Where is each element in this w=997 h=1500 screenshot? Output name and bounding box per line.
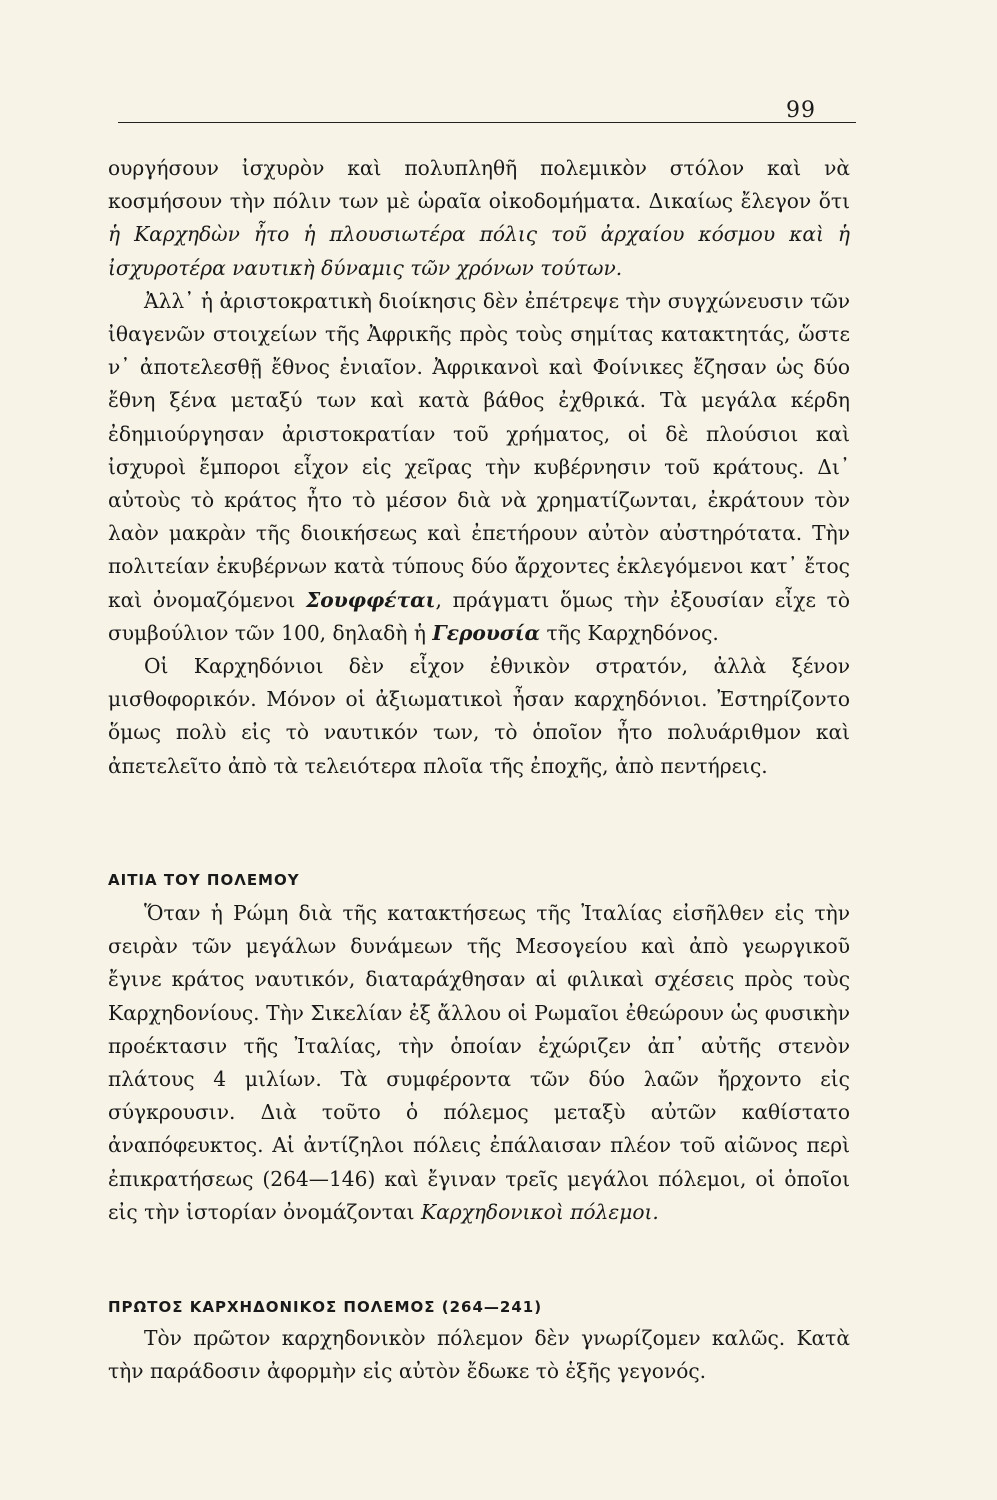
text-run: , πράγματι ὅμως τὴν ἐξουσίαν εἶχε τὸ συμβούλιον τῶν 100, δηλαδὴ ἡ: [108, 587, 850, 645]
paragraph-2: [108, 285, 850, 650]
paragraph-5: [108, 1322, 850, 1388]
italic-text: Καρχηδονικοὶ πόλεμοι.: [421, 1199, 659, 1224]
paragraph-3: [108, 650, 850, 783]
section-heading-causes: ΑΙΤΙΑ ΤΟΥ ΠΟΛΕΜΟΥ: [108, 871, 300, 889]
text-run: Ἀλλ᾿ ἡ ἀριστοκρατικὴ διοίκησις δὲν ἐπέτρεψε τὴν συγχώνευσιν τῶν ἰθαγενῶν στοιχείων τῆς Ἀφρικῆς πρὸς τοὺς σημίτας κατακτητάς, ὥστε ν᾿ ἀποτελεσθῇ ἔθνος ἑνιαῖον. Ἀφρικανοὶ καὶ Φοίνικες ἔζησαν ὡς δύο ἔθνη ξένα μεταξύ των καὶ κατὰ βάθος ἐχθρικά. Τὰ μεγάλα κέρδη ἐδημιούργησαν ἀριστοκρατίαν τοῦ χρήματος, οἱ δὲ πλούσιοι καὶ ἰσχυροὶ ἔμποροι εἶχον εἰς χεῖρας τὴν κυβέρνησιν τοῦ κράτους. Δι᾿ αὐτοὺς τὸ κράτος ἦτο τὸ μέσον διὰ νὰ χρηματίζωνται, ἐκράτουν τὸν λαὸν μακρὰν τῆς διοικήσεως καὶ ἐπετήρουν αὐτὸν αὐστηρότατα. Τὴν πολιτείαν ἐκυβέρνων κατὰ τύπους δύο ἄρχοντες ἐκλεγόμενοι κατ᾿ ἔτος καὶ ὀνομαζόμενοι: [108, 288, 850, 612]
text-block-top: [108, 152, 850, 783]
section-heading-first-punic-war: ΠΡΩΤΟΣ ΚΑΡΧΗΔΟΝΙΚΟΣ ΠΟΛΕΜΟΣ (264—241): [108, 1298, 543, 1316]
header-rule: [118, 122, 856, 123]
text-run: τῆς Καρχηδόνος.: [540, 620, 719, 645]
text-block-bottom: [108, 1322, 850, 1388]
text-run: Τὸν πρῶτον καρχηδονικὸν πόλεμον δὲν γνωρίζομεν καλῶς. Κατὰ τὴν παράδοσιν ἀφορμὴν εἰς αὐτὸν ἔδωκε τὸ ἑξῆς γεγονός.: [108, 1326, 850, 1384]
term-emphasis: Γερουσία: [432, 620, 541, 645]
paragraph-1: [108, 152, 850, 285]
text-run: Οἱ Καρχηδόνιοι δὲν εἶχον ἐθνικὸν στρατόν, ἀλλὰ ξένον μισθοφορικόν. Μόνον οἱ ἀξιωματικοὶ ἦσαν καρχηδόνιοι. Ἐστηρίζοντο ὅμως πολὺ εἰς τὸ ναυτικόν των, τὸ ὁποῖον ἦτο πολυάριθμον καὶ ἀπετελεῖτο ἀπὸ τὰ τελειότερα πλοῖα τῆς ἐποχῆς, ἀπὸ πεντήρεις.: [108, 654, 850, 778]
page-number: 99: [786, 98, 816, 123]
text-run: ουργήσουν ἰσχυρὸν καὶ πολυπληθῆ πολεμικὸν στόλον καὶ νὰ κοσμήσουν τὴν πόλιν των μὲ ὡραῖα οἰκοδομήματα. Δικαίως ἔλεγον ὅτι: [108, 156, 850, 214]
term-emphasis: Σουφφέται: [306, 587, 436, 612]
text-run: Ὅταν ἡ Ρώμη διὰ τῆς κατακτήσεως τῆς Ἰταλίας εἰσῆλθεν εἰς τὴν σειρὰν τῶν μεγάλων δυνάμεων τῆς Μεσογείου καὶ ἀπὸ γεωργικοῦ ἔγινε κράτος ναυτικόν, διαταράχθησαν αἱ φιλικαὶ σχέσεις πρὸς τοὺς Καρχηδονίους. Τὴν Σικελίαν ἐξ ἄλλου οἱ Ρωμαῖοι ἐθεώρουν ὡς φυσικὴν προέκτασιν τῆς Ἰταλίας, τὴν ὁποίαν ἐχώριζεν ἀπ᾿ αὐτῆς στενὸν πλάτους 4 μιλίων. Τὰ συμφέροντα τῶν δύο λαῶν ἤρχοντο εἰς σύγκρουσιν. Διὰ τοῦτο ὁ πόλεμος μεταξὺ αὐτῶν καθίστατο ἀναπόφευκτος. Αἱ ἀντίζηλοι πόλεις ἐπάλαισαν πλέον τοῦ αἰῶνος περὶ ἐπικρατήσεως (264—146) καὶ ἔγιναν τρεῖς μεγάλοι πόλεμοι, οἱ ὁποῖοι εἰς τὴν ἱστορίαν ὀνομάζονται: [108, 901, 850, 1224]
italic-text: ἡ Καρχηδὼν ἦτο ἡ πλουσιωτέρα πόλις τοῦ ἀρχαίου κόσμου καὶ ἡ ἰσχυροτέρα ναυτικὴ δύναμις τῶν χρόνων τούτων.: [108, 222, 850, 280]
text-block-middle: [108, 897, 850, 1229]
paragraph-4: [108, 897, 850, 1229]
